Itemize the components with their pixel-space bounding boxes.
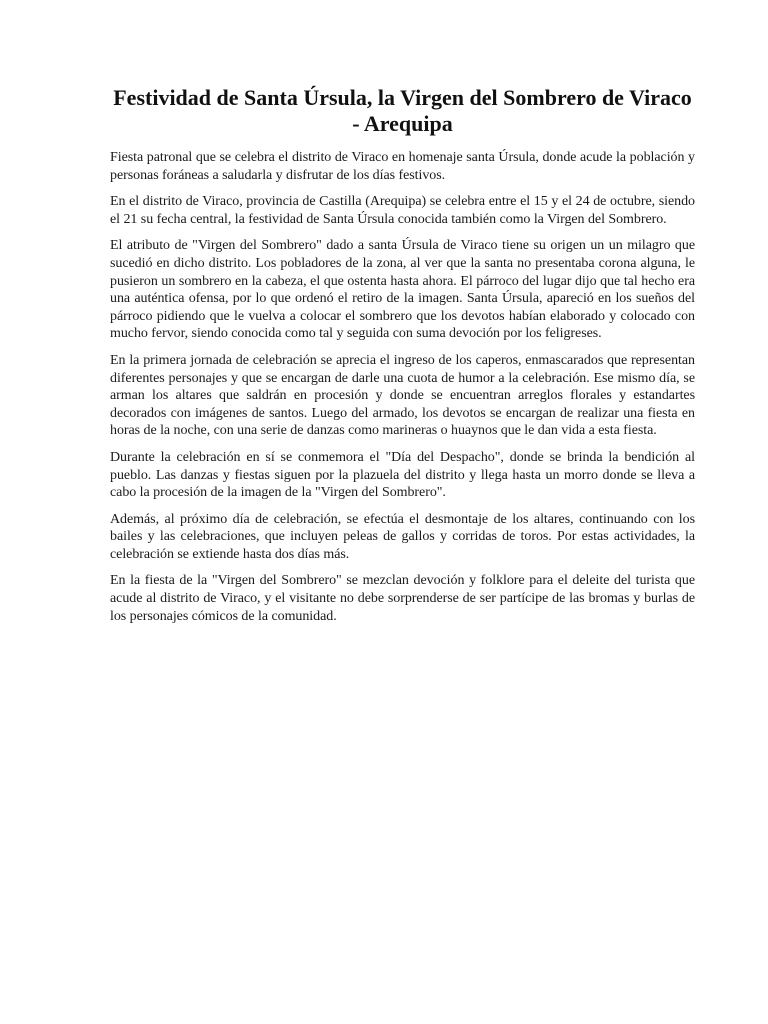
paragraph-dates: En el distrito de Viraco, provincia de Castilla (Arequipa) se celebra entre el 15 y el 24 de octubre, siendo el 21 su fecha central, la festividad de Santa Úrsula conocida también como la Virgen del Sombrero. <box>110 194 695 227</box>
paragraph-intro: Fiesta patronal que se celebra el distrito de Viraco en homenaje santa Úrsula, donde acude la población y personas foráneas a saludarla y disfrutar de los días festivos. <box>110 150 695 183</box>
paragraph-closing: En la fiesta de la "Virgen del Sombrero" se mezclan devoción y folklore para el deleite del turista que acude al distrito de Viraco, y el visitante no debe sorprenderse de ser partícipe de las bromas y burlas de los personajes cómicos de la comunidad. <box>110 573 695 624</box>
paragraph-next-day: Además, al próximo día de celebración, se efectúa el desmontaje de los altares, continuando con los bailes y las celebraciones, que incluyen peleas de gallos y corridas de toros. Por estas actividades, la celebración se extiende hasta dos días más. <box>110 511 695 562</box>
paragraph-despacho: Durante la celebración en sí se conmemora el "Día del Despacho", donde se brinda la bendición al pueblo. Las danzas y fiestas siguen por la plazuela del distrito y llega hasta un morro donde se lleva a cabo la procesión de la imagen de la "Virgen del Sombrero". <box>110 449 695 501</box>
document-title: Festividad de Santa Úrsula, la Virgen del Sombrero de Viraco - Arequipa <box>113 85 692 136</box>
paragraph-first-day: En la primera jornada de celebración se aprecia el ingreso de los caperos, enmascarados que representan diferentes personajes y que se encargan de darle una cuota de humor a la celebración. Ese mismo día, se arman los altares que saldrán en procesión y donde se encuentran arreglos florales y estandartes decorados con imágenes de santos. Luego del armado, los devotos se encargan de realizar una fiesta en horas de la noche, con una serie de danzas como marineras o huaynos que le dan vida a esta fiesta. <box>110 352 695 439</box>
paragraph-origin: El atributo de "Virgen del Sombrero" dado a santa Úrsula de Viraco tiene su origen un un milagro que sucedió en dicho distrito. Los pobladores de la zona, al ver que la santa no presentaba corona alguna, le pusieron un sombrero en la cabeza, el que ostenta hasta ahora. El párroco del lugar dijo que tal hecho era una auténtica ofensa, por lo que ordenó el retiro de la imagen. Santa Úrsula, apareció en los sueños del párroco pidiendo que le vuelva a colocar el sombrero que los devotos habían elaborado y colocado con mucho fervor, siendo conocida como tal y seguida con suma devoción por los feligreses. <box>110 238 695 342</box>
document-page <box>110 85 695 634</box>
